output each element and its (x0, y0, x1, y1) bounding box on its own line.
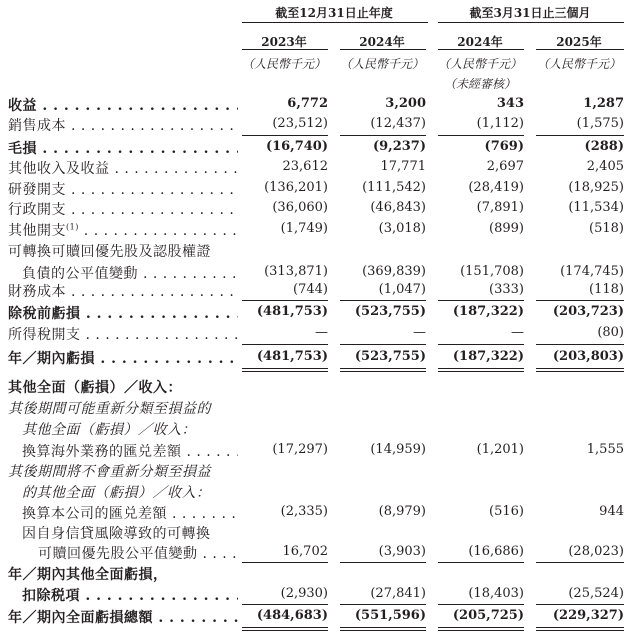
row-label-admin: 行政開支 . . . (8, 199, 238, 219)
row-rnd-q2024: (28,419) (468, 180, 524, 195)
row-loss-before-tax-q2025: (203,723) (552, 304, 624, 319)
row-gross-loss-2024: (9,237) (372, 139, 426, 154)
row-label-oci-net-line1: 年／期內其他全面虧損， (8, 567, 168, 583)
rule-total-2b-double (340, 630, 426, 631)
rule-total-2a (242, 627, 328, 628)
row-fx-company-2024: (8,979) (378, 504, 426, 519)
col-rule-4 (536, 49, 624, 50)
rule-subtotal-1b (340, 135, 426, 136)
col-rule-2 (340, 49, 426, 50)
rule-subtotal-4a (242, 562, 328, 563)
row-fx-company-q2025: 944 (599, 504, 624, 519)
header-group-fy: 截至12月31日止年度 (275, 6, 393, 20)
rule-subtotal-4c (438, 562, 524, 563)
rule-subtotal-2c (438, 300, 524, 301)
row-total-comprehensive-loss-2024: (551,596) (354, 608, 426, 623)
row-fv-change-2024: (369,839) (362, 264, 426, 279)
row-loss-before-tax-2024: (523,755) (354, 304, 426, 319)
row-income-tax-2023: — (315, 325, 328, 340)
row-own-credit-q2025: (28,023) (568, 544, 624, 559)
rule-subtotal-3d (536, 344, 624, 345)
row-label-revenue: 收益 . . . (8, 95, 238, 115)
col-rule-1 (242, 49, 328, 50)
row-revenue-q2025: 1,287 (583, 96, 624, 111)
rule-total-1a-double (242, 371, 328, 372)
row-other-income-2023: 23,612 (282, 159, 328, 174)
rule-total-1b (340, 368, 426, 369)
rule-subtotal-4b (340, 562, 426, 563)
row-cost-of-sales-q2024: (1,112) (476, 116, 524, 131)
col-year-3: 2024年 (457, 35, 503, 49)
row-fx-foreign-ops-q2024: (1,201) (476, 442, 524, 457)
row-loss-for-period-q2025: (203,803) (552, 349, 624, 364)
row-gross-loss-q2025: (288) (584, 139, 624, 154)
row-loss-for-period-q2024: (187,322) (452, 349, 524, 364)
footnote-marker: (1) (66, 222, 79, 232)
rule-subtotal-4d (536, 562, 624, 563)
header-group-quarter-rule (438, 22, 624, 23)
rule-subtotal-2b (340, 300, 426, 301)
row-own-credit-q2024: (16,686) (468, 544, 524, 559)
row-other-income-q2025: 2,405 (586, 159, 624, 174)
row-fx-company-q2024: (516) (489, 504, 524, 519)
row-admin-q2025: (11,534) (568, 200, 624, 215)
row-other-expenses-2023: (1,749) (280, 221, 328, 236)
row-other-expenses-2024: (3,018) (378, 221, 426, 236)
rule-total-2c (438, 627, 524, 628)
rule-total-2c-double (438, 630, 524, 631)
row-gross-loss-q2024: (769) (484, 139, 524, 154)
rule-subtotal-1a (242, 135, 328, 136)
row-loss-for-period-2024: (523,755) (354, 349, 426, 364)
rule-subtotal-2d (536, 300, 624, 301)
row-other-income-2024: 17,771 (380, 159, 426, 174)
row-label-loss-before-tax: 除稅前虧損 . . . (8, 303, 238, 323)
row-other-income-q2024: 2,697 (486, 159, 524, 174)
row-revenue-2023: 6,772 (287, 96, 328, 111)
row-finance-costs-q2024: (333) (489, 282, 524, 297)
row-fv-change-q2024: (151,708) (460, 264, 524, 279)
col-note-unaudited: （未經審核） (443, 77, 516, 91)
row-label-fv-change-line2: 負債的公平值變動 . . . (22, 263, 238, 283)
row-label-oci-heading: 其他全面（虧損）／收入： (8, 380, 182, 396)
row-label-non-reclassifiable-line1: 其後期間將不會重新分類至損益 (8, 464, 211, 480)
row-other-expenses-q2025: (518) (589, 221, 624, 236)
row-cost-of-sales-2024: (12,437) (370, 116, 426, 131)
row-label-finance-costs: 財務成本 . . . (8, 281, 238, 301)
row-label-fv-change-line1: 可轉換可贖回優先股及認股權證 (8, 244, 211, 260)
rule-total-1d-double (536, 371, 624, 372)
col-year-2: 2024年 (359, 35, 405, 49)
col-unit-1: （人民幣千元） (241, 57, 326, 71)
col-unit-2: （人民幣千元） (339, 57, 424, 71)
col-year-1: 2023年 (261, 35, 307, 49)
row-label-gross-loss: 毛損 . . . (8, 138, 238, 158)
row-oci-net-q2024: (18,403) (468, 586, 524, 601)
row-revenue-2024: 3,200 (385, 96, 426, 111)
row-label-cost-of-sales: 銷售成本 . . . (8, 115, 238, 135)
row-revenue-q2024: 343 (496, 96, 524, 111)
row-label-rnd: 研發開支 . . . (8, 179, 238, 199)
col-year-4: 2025年 (556, 35, 602, 49)
rule-total-1a (242, 368, 328, 369)
row-income-tax-q2024: — (511, 325, 524, 340)
rule-total-2a-double (242, 630, 328, 631)
row-own-credit-2023: 16,702 (282, 544, 328, 559)
row-label-other-expenses: 其他開支$^{(1)}$ . . . (8, 220, 238, 240)
row-label-reclassifiable-line1: 其後期間可能重新分類至損益的 (8, 401, 211, 417)
rule-subtotal-2a (242, 300, 328, 301)
row-label-loss-for-period: 年／期內虧損 . . . (8, 348, 238, 368)
rule-subtotal-5d (536, 604, 624, 605)
rule-subtotal-3b (340, 344, 426, 345)
col-unit-3: （人民幣千元） (437, 57, 522, 71)
col-rule-3 (438, 49, 524, 50)
row-fv-change-2023: (313,871) (264, 264, 328, 279)
rule-subtotal-5b (340, 604, 426, 605)
rule-total-1c-double (438, 371, 524, 372)
row-cost-of-sales-2023: (23,512) (272, 116, 328, 131)
row-fx-foreign-ops-2024: (14,959) (370, 442, 426, 457)
row-admin-2024: (46,843) (370, 200, 426, 215)
row-total-comprehensive-loss-q2024: (205,725) (452, 608, 524, 623)
row-finance-costs-2024: (1,047) (378, 282, 426, 297)
row-other-expenses-q2024: (899) (489, 221, 524, 236)
row-rnd-2023: (136,201) (264, 180, 328, 195)
row-fv-change-q2025: (174,745) (560, 264, 624, 279)
row-oci-net-q2025: (25,524) (568, 586, 624, 601)
rule-total-1c (438, 368, 524, 369)
rule-subtotal-1c (438, 135, 524, 136)
row-label-other-income: 其他收入及收益 . . . (8, 158, 238, 178)
row-admin-2023: (36,060) (272, 200, 328, 215)
row-total-comprehensive-loss-2023: (484,683) (256, 608, 328, 623)
rule-total-2b (340, 627, 426, 628)
rule-subtotal-5a (242, 604, 328, 605)
rule-subtotal-1d (536, 135, 624, 136)
row-label-own-credit-line2: 可贖回優先股公平值變動 . . . (38, 543, 238, 563)
row-finance-costs-2023: (744) (293, 282, 328, 297)
rule-total-1b-double (340, 371, 426, 372)
row-total-comprehensive-loss-q2025: (229,327) (552, 608, 624, 623)
row-income-tax-2024: — (413, 325, 426, 340)
row-label-reclassifiable-line2: 其他全面（虧損）／收入： (22, 422, 196, 438)
row-rnd-2024: (111,542) (362, 180, 426, 195)
row-label-oci-net-line2: 扣除税項 . . . (22, 585, 238, 605)
row-label-own-credit-line1: 因自身信貸風險導致的可轉換 (22, 526, 211, 542)
col-unit-4: （人民幣千元） (536, 57, 621, 71)
row-label-fx-company: 換算本公司的匯兑差額 . . . (22, 503, 238, 523)
rule-total-2d (536, 627, 624, 628)
row-gross-loss-2023: (16,740) (265, 139, 328, 154)
row-label-non-reclassifiable-line2: 的其他全面（虧損）／收入： (22, 485, 211, 501)
row-label-total-comprehensive-loss: 年／期內全面虧損總額 . . . (8, 607, 238, 627)
rule-total-2d-double (536, 630, 624, 631)
row-oci-net-2023: (2,930) (280, 586, 328, 601)
row-fx-company-2023: (2,335) (280, 504, 328, 519)
row-loss-before-tax-2023: (481,753) (256, 304, 328, 319)
row-income-tax-q2025: (80) (597, 325, 624, 340)
row-oci-net-2024: (27,841) (370, 586, 426, 601)
row-loss-for-period-2023: (481,753) (256, 349, 328, 364)
row-loss-before-tax-q2024: (187,322) (452, 304, 524, 319)
rule-subtotal-5c (438, 604, 524, 605)
row-label-fx-foreign-ops: 換算海外業務的匯兑差額 . . . (22, 441, 238, 461)
row-fx-foreign-ops-q2025: 1,555 (586, 442, 624, 457)
rule-subtotal-3c (438, 344, 524, 345)
row-rnd-q2025: (18,925) (568, 180, 624, 195)
header-group-quarter: 截至3月31日止三個月 (469, 6, 591, 20)
row-admin-q2024: (7,891) (476, 200, 524, 215)
rule-subtotal-3a (242, 344, 328, 345)
row-own-credit-2024: (3,903) (378, 544, 426, 559)
row-cost-of-sales-q2025: (1,575) (576, 116, 624, 131)
row-finance-costs-q2025: (118) (589, 282, 624, 297)
rule-total-1d (536, 368, 624, 369)
header-group-fy-rule (242, 22, 428, 23)
row-label-income-tax: 所得稅開支 . . . (8, 324, 238, 344)
row-fx-foreign-ops-2023: (17,297) (272, 442, 328, 457)
